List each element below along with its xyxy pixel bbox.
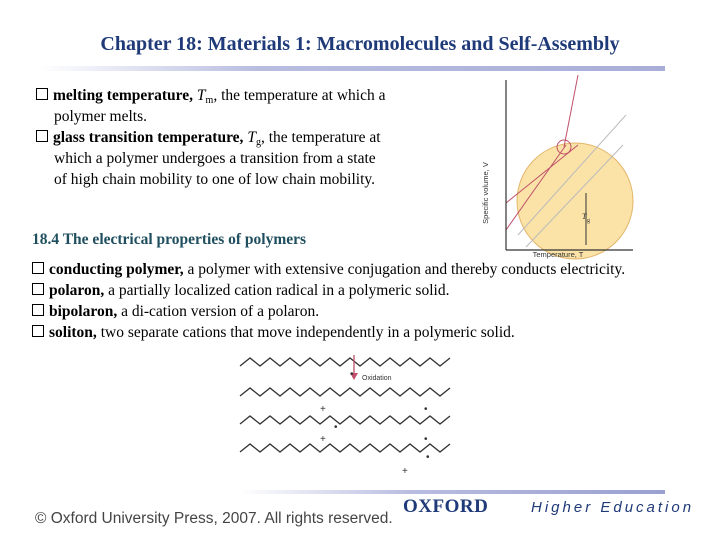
definition-text: , the temperature at which a xyxy=(213,87,386,104)
polymer-chain-3 xyxy=(240,416,450,424)
bullet-conducting-polymer xyxy=(32,259,625,280)
definition-text: two separate cations that move independently in a polymeric solid. xyxy=(96,324,515,341)
definition-text: a di-cation version of a polaron. xyxy=(117,303,320,320)
checkbox-bullet-icon xyxy=(32,325,44,337)
bullet-continuation: which a polymer undergoes a transition from a state xyxy=(54,150,376,167)
radical-dot: • xyxy=(424,434,428,445)
section-heading: 18.4 The electrical properties of polymers xyxy=(32,231,307,248)
polymer-chain-figure xyxy=(238,352,458,480)
higher-education-tagline: Higher Education xyxy=(531,499,695,516)
definition-text: , the temperature at xyxy=(260,129,381,146)
oxidation-label: Oxidation xyxy=(362,375,392,382)
term: conducting polymer, xyxy=(49,261,184,278)
bullet-continuation: of high chain mobility to one of low chain mobility. xyxy=(54,171,376,188)
bullet-soliton xyxy=(32,322,515,343)
title-divider xyxy=(40,66,665,71)
checkbox-bullet-icon xyxy=(36,130,48,142)
x-axis-label: Temperature, T xyxy=(532,250,584,259)
bullet-bipolaron xyxy=(32,301,319,322)
checkbox-bullet-icon xyxy=(32,262,44,274)
polymer-chain-4 xyxy=(240,444,450,452)
term: glass transition temperature, xyxy=(53,129,244,146)
cation-plus: + xyxy=(320,404,326,415)
radical-dot: • xyxy=(424,404,428,415)
cation-plus: + xyxy=(402,466,408,477)
symbol: T xyxy=(247,129,256,146)
cation-plus: + xyxy=(320,434,326,445)
bullet-polaron xyxy=(32,280,449,301)
tg-label-subscript: g xyxy=(587,218,590,224)
checkbox-bullet-icon xyxy=(32,283,44,295)
tg-label: T xyxy=(582,212,587,221)
checkbox-bullet-icon xyxy=(36,88,48,100)
slide-title: Chapter 18: Materials 1: Macromolecules and Self-Assembly xyxy=(100,33,620,55)
subscript: m xyxy=(205,95,214,106)
magnified-circle xyxy=(517,143,633,259)
bullet-continuation: polymer melts. xyxy=(54,108,147,125)
term: soliton, xyxy=(49,324,97,341)
term: melting temperature, xyxy=(53,87,194,104)
liquid-line xyxy=(564,75,578,147)
symbol: T xyxy=(196,87,206,104)
checkbox-bullet-icon xyxy=(32,304,44,316)
subscript: g xyxy=(255,137,261,148)
polymer-chain-2 xyxy=(240,388,450,396)
polymer-chain-1 xyxy=(240,358,450,366)
radical-dot: • xyxy=(426,452,430,463)
specific-volume-graph xyxy=(478,75,638,260)
copyright-text: © Oxford University Press, 2007. All rights reserved. xyxy=(35,510,393,527)
definition-text: a polymer with extensive conjugation and thereby conducts electricity. xyxy=(183,261,626,278)
oxford-logo: OXFORD xyxy=(403,496,489,517)
radical-dot: • xyxy=(334,422,338,433)
term: polaron, xyxy=(49,282,105,299)
footer-divider xyxy=(240,490,665,494)
definition-text: a partially localized cation radical in a polymeric solid. xyxy=(104,282,450,299)
term: bipolaron, xyxy=(49,303,118,320)
radical-dot: • xyxy=(350,369,354,380)
y-axis-label: Specific volume, V xyxy=(481,162,490,224)
